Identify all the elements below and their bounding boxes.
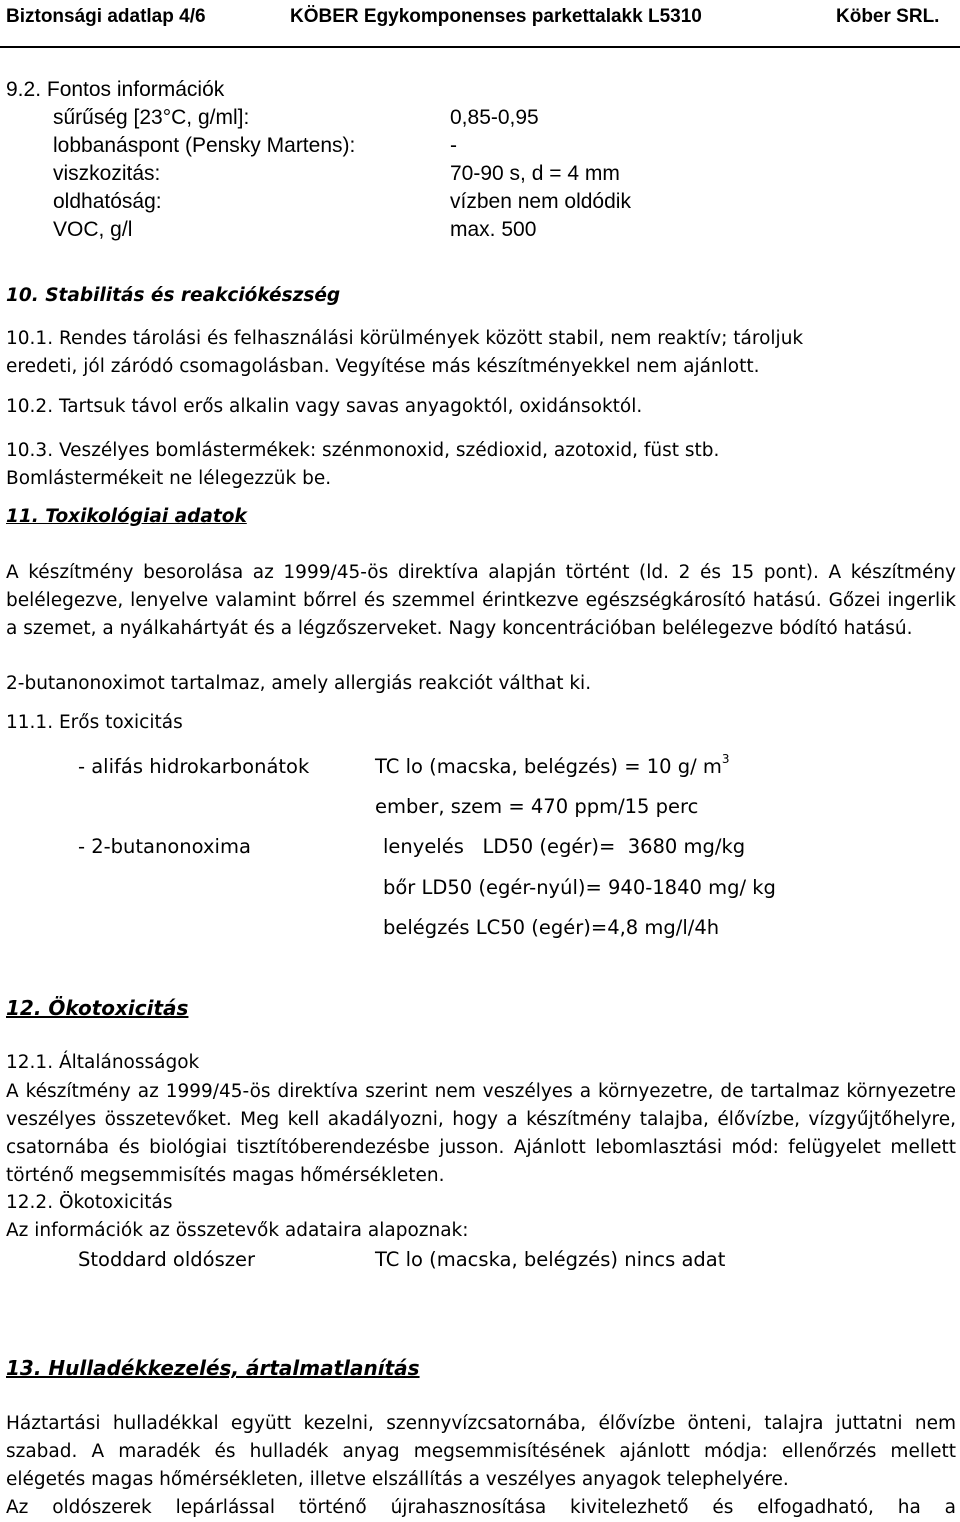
tox-value: belégzés LC50 (egér)=4,8 mg/l/4h	[383, 916, 720, 939]
superscript: 3	[721, 752, 730, 766]
property-value: max. 500	[450, 218, 537, 241]
section-13-last-line: Az oldószerek lepárlással történő újrahasznosítása kivitelezhető és elfogadható, ha a	[6, 1497, 956, 1518]
section-10-1-line: eredeti, jól záródó csomagolásban. Vegyítése más készítményekkel nem ajánlott.	[6, 356, 760, 377]
section-12-1-title: 12.1. Általánosságok	[6, 1052, 200, 1073]
section-12-2-info: Az információk az összetevők adataira alapoznak:	[6, 1220, 469, 1241]
section-12-2-title: 12.2. Ökotoxicitás	[6, 1192, 173, 1213]
section-10-1-line: 10.1. Rendes tárolási és felhasználási körülmények között stabil, nem reaktív; tároljuk	[6, 328, 804, 349]
eco-value: TC lo (macska, belégzés) nincs adat	[375, 1248, 726, 1271]
property-value: -	[450, 134, 457, 157]
property-label: viszkozitás:	[53, 162, 161, 185]
section-10-2-text: 10.2. Tartsuk távol erős alkalin vagy savas anyagoktól, oxidánsoktól.	[6, 396, 643, 417]
section-12-1-paragraph: A készítmény az 1999/45-ös direktíva szerint nem veszélyes a környezetre, de tartalmaz környezetre veszélyes összetevőket. Meg kell akadályozni, hogy a készítmény talajba, élővízbe, vízgyűjtőhelyre, csatornába és biológiai tisztítóberendezésbe jusson. Ajánlott lebomlasztási mód: felügyelet mellett történő megsemmisítés magas hőmérsékleten.	[6, 1081, 956, 1186]
section-11-1-title: 11.1. Erős toxicitás	[6, 712, 183, 733]
tox-substance-name: - 2-butanonoxima	[78, 835, 251, 858]
section-13-paragraph: Háztartási hulladékkal együtt kezelni, szennyvízcsatornába, élővízbe önteni, talajra juttatni nem szabad. A maradék és hulladék anyag megsemmisítésének ajánlott módja: ellenőrzés mellett elégetés magas hőmérsékleten, illetve elszállítás a veszélyes anyagok telephelyére.	[6, 1413, 956, 1490]
property-label: oldhatóság:	[53, 190, 162, 213]
tox-value: lenyelés LD50 (egér)= 3680 mg/kg	[383, 835, 746, 858]
property-label: sűrűség [23°C, g/ml]:	[53, 106, 250, 129]
section-11-paragraph: A készítmény besorolása az 1999/45-ös direktíva alapján történt (ld. 2 és 15 pont). A készítmény belélegezve, lenyelve valamint bőrrel és szemmel érintkezve egészségkárosító hatású. Gőzei ingerlik a szemet, a nyálkahártyát és a légzőszerveket. Nagy koncentrációban belélegezve bódító hatású.	[6, 562, 956, 639]
header-company: Köber SRL.	[836, 6, 940, 27]
property-label: lobbanáspont (Pensky Martens):	[53, 134, 356, 157]
property-value: 70-90 s, d = 4 mm	[450, 162, 620, 185]
section-12-title: 12. Ökotoxicitás	[6, 996, 189, 1020]
section-10-3-line: 10.3. Veszélyes bomlástermékek: szénmonoxid, szédioxid, azotoxid, füst stb.	[6, 440, 720, 461]
section-9-2-title: 9.2. Fontos információk	[6, 78, 225, 101]
header-doc-page: Biztonsági adatlap 4/6	[6, 6, 206, 27]
header-product-name: KÖBER Egykomponenses parkettalakk L5310	[290, 6, 702, 27]
eco-substance-name: Stoddard oldószer	[78, 1248, 255, 1271]
property-label: VOC, g/l	[53, 218, 133, 241]
tox-value: ember, szem = 470 ppm/15 perc	[375, 795, 699, 818]
section-13-title: 13. Hulladékkezelés, ártalmatlanítás	[6, 1356, 420, 1380]
tox-value: TC lo (macska, belégzés) = 10 g/ $m^3$	[375, 752, 730, 778]
property-value: 0,85-0,95	[450, 106, 539, 129]
section-10-3-line: Bomlástermékeit ne lélegezzük be.	[6, 468, 332, 489]
section-11-title: 11. Toxikológiai adatok	[6, 506, 247, 527]
tox-value: bőr LD50 (egér-nyúl)= 940-1840 mg/ kg	[383, 876, 776, 899]
tox-substance-name: - alifás hidrokarbonátok	[78, 755, 310, 778]
section-11-butanon-note: 2-butanonoximot tartalmaz, amely allergiás reakciót válthat ki.	[6, 673, 592, 694]
property-value: vízben nem oldódik	[450, 190, 631, 213]
section-10-title: 10. Stabilitás és reakciókészség	[6, 285, 341, 306]
header-rule	[0, 46, 960, 48]
